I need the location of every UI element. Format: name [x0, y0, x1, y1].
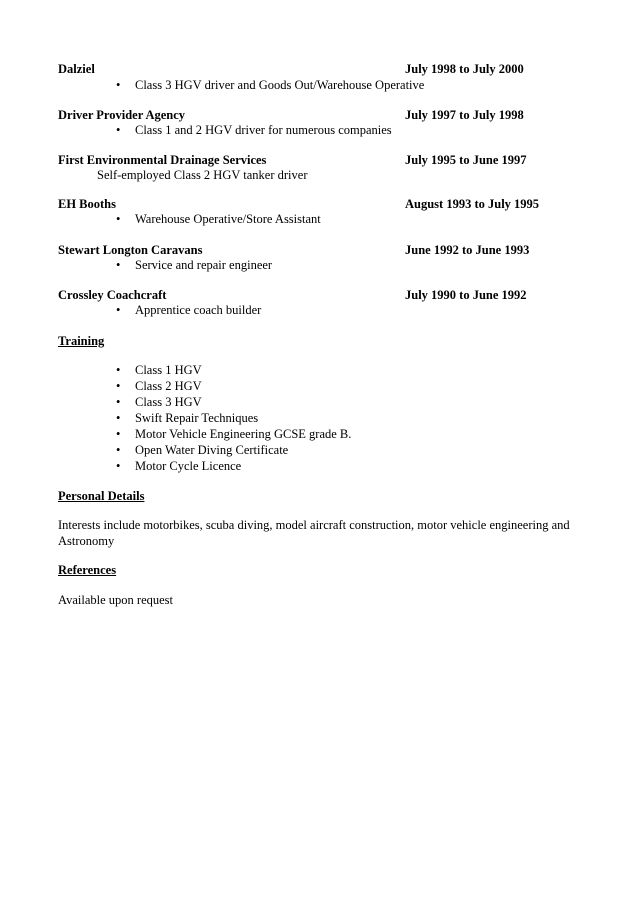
bullet-icon: • [116, 363, 121, 377]
bullet-icon: • [116, 411, 121, 425]
references-heading: References [58, 563, 117, 577]
training-item [116, 426, 351, 442]
job-detail-row [116, 77, 424, 93]
job-dates: August 1993 to July 1995 [405, 197, 540, 211]
training-item-label: Motor Vehicle Engineering GCSE grade B. [135, 427, 352, 441]
bullet-icon: • [116, 427, 121, 441]
job-detail: Service and repair engineer [135, 258, 273, 272]
job-detail-row [116, 257, 272, 273]
job-dates: July 1990 to June 1992 [405, 288, 527, 302]
bullet-icon: • [116, 443, 121, 457]
training-item [116, 362, 202, 378]
job-employer: Driver Provider Agency [58, 108, 186, 122]
training-item [116, 458, 241, 474]
training-heading: Training [58, 334, 105, 348]
personal-details-text: Interests include motorbikes, scuba diving, model aircraft construction, motor vehicle engineering and Astronomy [58, 518, 570, 548]
training-item [116, 378, 202, 394]
job-employer: Dalziel [58, 62, 95, 76]
training-item-label: Swift Repair Techniques [135, 411, 259, 425]
job-detail: Apprentice coach builder [135, 303, 262, 317]
training-item-label: Class 2 HGV [135, 379, 202, 393]
personal-details-heading: Personal Details [58, 489, 145, 503]
training-item [116, 394, 202, 410]
training-item-label: Open Water Diving Certificate [135, 443, 289, 457]
job-employer: Crossley Coachcraft [58, 288, 167, 302]
job-detail: Class 3 HGV driver and Goods Out/Warehouse Operative [135, 78, 425, 92]
job-employer: EH Booths [58, 197, 117, 211]
bullet-icon: • [116, 78, 121, 92]
job-detail: Warehouse Operative/Store Assistant [135, 212, 321, 226]
job-employer: Stewart Longton Caravans [58, 243, 203, 257]
bullet-icon: • [116, 258, 121, 272]
training-item [116, 442, 288, 458]
references-text: Available upon request [58, 593, 174, 607]
training-item-label: Motor Cycle Licence [135, 459, 242, 473]
job-detail-row [116, 122, 392, 138]
job-detail-row [116, 211, 321, 227]
job-detail: Self-employed Class 2 HGV tanker driver [97, 168, 308, 182]
bullet-icon: • [116, 123, 121, 137]
bullet-icon: • [116, 459, 121, 473]
job-detail-row [116, 302, 261, 318]
job-detail: Class 1 and 2 HGV driver for numerous companies [135, 123, 392, 137]
job-dates: July 1998 to July 2000 [405, 62, 524, 76]
training-item [116, 410, 258, 426]
job-dates: July 1997 to July 1998 [405, 108, 524, 122]
training-item-label: Class 3 HGV [135, 395, 202, 409]
job-dates: July 1995 to June 1997 [405, 153, 527, 167]
bullet-icon: • [116, 379, 121, 393]
training-item-label: Class 1 HGV [135, 363, 202, 377]
bullet-icon: • [116, 212, 121, 226]
bullet-icon: • [116, 303, 121, 317]
job-employer: First Environmental Drainage Services [58, 153, 267, 167]
job-dates: June 1992 to June 1993 [405, 243, 530, 257]
bullet-icon: • [116, 395, 121, 409]
